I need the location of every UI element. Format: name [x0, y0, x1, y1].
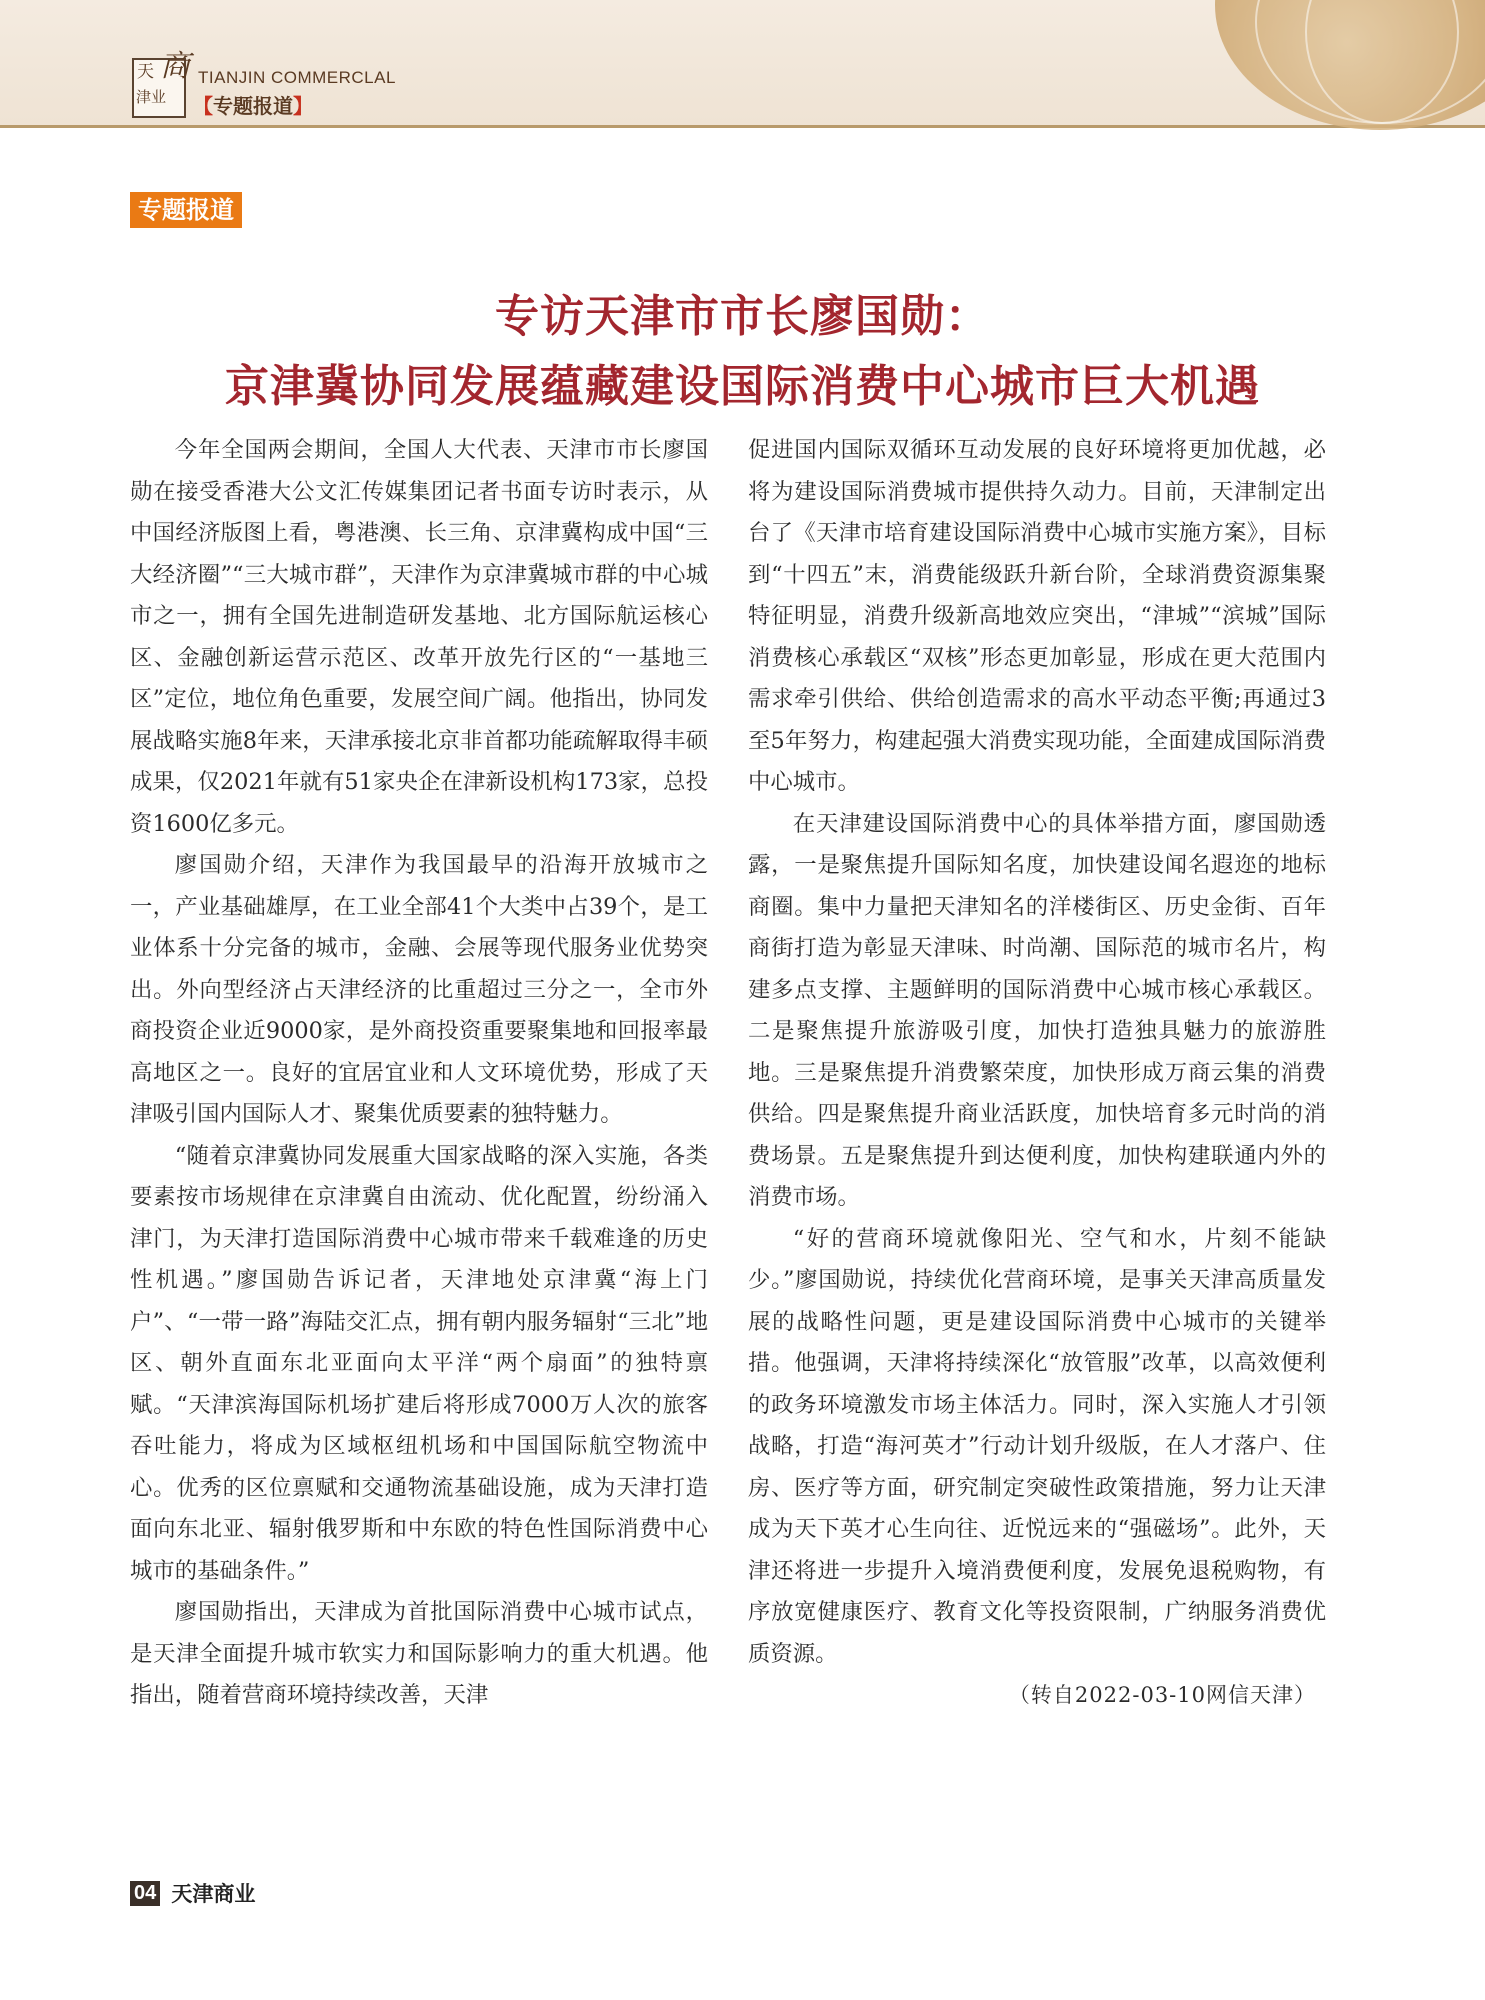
paragraph: 在天津建设国际消费中心的具体举措方面，廖国勋透露，一是聚焦提升国际知名度，加快建设闻名遐迩的地标商圈。集中力量把天津知名的洋楼街区、历史金街、百年商街打造为彰显天津味、时尚潮、国际范的城市名片，构建多点支撑、主题鲜明的国际消费中心城市核心承载区。二是聚焦提升旅游吸引度，加快打造独具魅力的旅游胜地。三是聚焦提升消费繁荣度，加快形成万商云集的消费供给。四是聚焦提升商业活跃度，加快培育多元时尚的消费场景。五是聚焦提升到达便利度，加快构建联通内外的消费市场。	[748, 810, 1326, 1210]
page-number: 04	[130, 1881, 160, 1906]
paragraph: 今年全国两会期间，全国人大代表、天津市市长廖国勋在接受香港大公文汇传媒集团记者书面专访时表示，从中国经济版图上看，粤港澳、长三角、京津冀构成中国“三大经济圈”“三大城市群”，天津作为京津冀城市群的中心城市之一，拥有全国先进制造研发基地、北方国际航运核心区、金融创新运营示范区、改革开放先行区的“一基地三区”定位，地位角色重要，发展空间广阔。他指出，协同发展战略实施8年来，天津承接北京非首都功能疏解取得丰硕成果，仅2021年就有51家央企在津新设机构173家，总投资1600亿多元。	[130, 437, 708, 837]
globe-decoration	[1215, 0, 1485, 130]
article-title-line-1: 专访天津市市长廖国勋：	[495, 291, 990, 342]
page-header	[0, 0, 1485, 128]
section-tag: 专题报道	[130, 192, 242, 228]
paragraph-continuation: 促进国内国际双循环互动发展的良好环境将更加优越，必将为建设国际消费城市提供持久动力。目前，天津制定出台了《天津市培育建设国际消费中心城市实施方案》，目标到“十四五”末，消费能级跃升新台阶，全球消费资源集聚特征明显，消费升级新高地效应突出，“津城”“滨城”国际消费核心承载区“双核”形态更加彰显，形成在更大范围内需求牵引供给、供给创造需求的高水平动态平衡;再通过3至5年努力，构建起强大消费实现功能，全面建成国际消费中心城市。	[748, 437, 1326, 795]
logo-char-3: 津业	[136, 88, 167, 106]
magazine-english-name: TIANJIN COMMERCLAL	[198, 68, 396, 87]
page-footer	[130, 1878, 255, 1908]
logo-char-2: 商	[160, 49, 190, 84]
article-source: （转自2022-03-10网信天津）	[1008, 1683, 1316, 1707]
paragraph: “好的营商环境就像阳光、空气和水，片刻不能缺少。”廖国勋说，持续优化营商环境，是事关天津高质量发展的战略性问题，更是建设国际消费中心城市的关键举措。他强调，天津将持续深化“放管服”改革，以高效便利的政务环境激发市场主体活力。同时，深入实施人才引领战略，打造“海河英才”行动计划升级版，在人才落户、住房、医疗等方面，研究制定突破性政策措施，努力让天津成为天下英才心生向往、近悦远来的“强磁场”。此外，天津还将进一步提升入境消费便利度，发展免退税购物，有序放宽健康医疗、教育文化等投资限制，广纳服务消费优质资源。	[748, 1225, 1326, 1667]
footer-magazine-name: 天津商业	[171, 1881, 256, 1906]
logo-char-1: 天	[137, 62, 154, 82]
header-section-label: 【专题报道】	[193, 94, 313, 118]
paragraph: 廖国勋介绍，天津作为我国最早的沿海开放城市之一，产业基础雄厚，在工业全部41个大类中占39个，是工业体系十分完备的城市，金融、会展等现代服务业优势突出。外向型经济占天津经济的比重超过三分之一，全市外商投资企业近9000家，是外商投资重要聚集地和回报率最高地区之一。良好的宜居宜业和人文环境优势，形成了天津吸引国内国际人才、聚集优质要素的独特魅力。	[130, 852, 708, 1127]
left-column	[130, 430, 708, 1717]
paragraph: “随着京津冀协同发展重大国家战略的深入实施，各类要素按市场规律在京津冀自由流动、优化配置，纷纷涌入津门，为天津打造国际消费中心城市带来千载难逢的历史性机遇。”廖国勋告诉记者，天津地处京津冀“海上门户”、“一带一路”海陆交汇点，拥有朝内服务辐射“三北”地区、朝外直面东北亚面向太平洋“两个扇面”的独特禀赋。“天津滨海国际机场扩建后将形成7000万人次的旅客吞吐能力，将成为区域枢纽机场和中国国际航空物流中心。优秀的区位禀赋和交通物流基础设施，成为天津打造面向东北亚、辐射俄罗斯和中东欧的特色性国际消费中心城市的基础条件。”	[130, 1142, 708, 1584]
article-title-line-2: 京津冀协同发展蕴藏建设国际消费中心城市巨大机遇	[225, 361, 1260, 412]
paragraph: 廖国勋指出，天津成为首批国际消费中心城市试点，是天津全面提升城市软实力和国际影响力的重大机遇。他指出，随着营商环境持续改善，天津	[130, 1599, 708, 1708]
right-column	[748, 430, 1326, 1717]
